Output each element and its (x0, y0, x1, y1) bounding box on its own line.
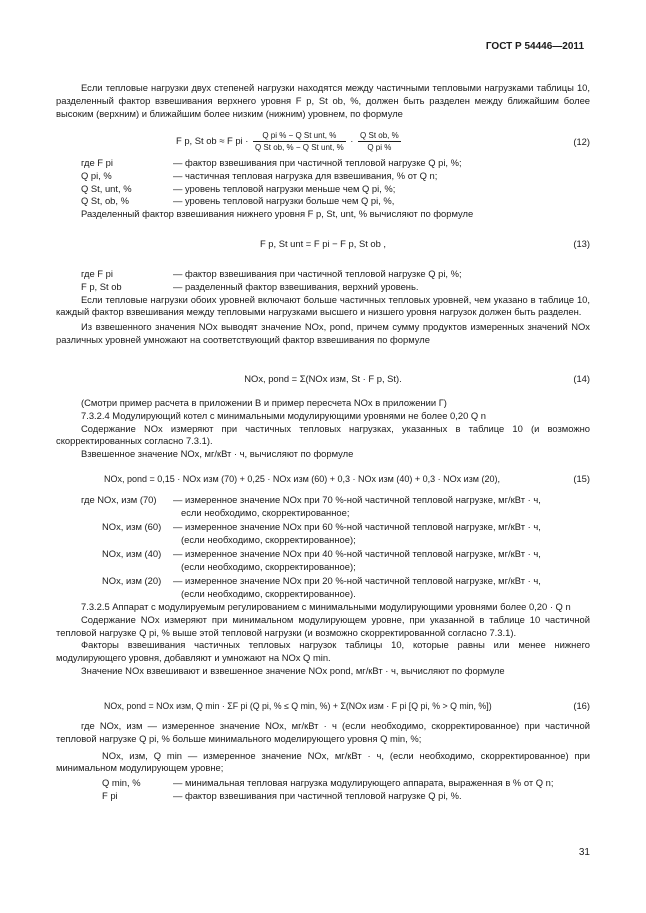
eq12-lhs: F p, St ob ≈ F pi · (176, 135, 249, 147)
equation-13 (56, 238, 590, 251)
section-7-3-2-4 (56, 397, 590, 461)
section-7-3-2-5 (56, 601, 590, 678)
where-16-list (56, 720, 590, 803)
paragraph-9: 7.3.2.5 Аппарат с модулируемым регулированием с минимальными модулирующими уровнями более 0,20 · Q n (81, 601, 571, 612)
definition-row (56, 268, 590, 281)
eq12-den2: Q pi % (367, 143, 392, 152)
where-13-list (56, 268, 590, 347)
page-number: 31 (578, 847, 590, 858)
eq12-fraction-2 (358, 130, 401, 153)
paragraph-3: Если тепловые нагрузки обоих уровней включают больше частичных тепловых уровней, чем указано в таблице 10, каждый фактор взвешивания между тепловыми нагрузками высшего и низшего уровня нагрузок должен быть разделен. (56, 293, 590, 318)
definition-row (56, 777, 590, 790)
def-term: NOx, изм (40) (102, 548, 162, 559)
def-desc: — измеренное значение NOx при 20 %-ной частичной тепловой нагрузке, мг/кВт · ч, (173, 575, 541, 586)
def-desc: — разделенный фактор взвешивания, верхний уровень. (173, 280, 419, 292)
where16-a: где NOx, изм — измеренное значение NOx, мг/кВт · ч (если необходимо, скорректированное) при частичной тепловой нагрузке Q pi, % больше минимального моделирующего уровня Q min, %; (56, 720, 590, 744)
paragraph-4: Из взвешенного значения NOx выводят значение NOx, pond, причем сумму продуктов измеренных значений NOx различных уровней умножают на соответствующий фактор взвешивания по формуле (56, 321, 590, 345)
def-term: где NOx, изм (70) (81, 494, 157, 505)
equation-12: F p, St ob ≈ F pi · $\frac{\text{Q pi \% − Q St unt, \%}}{\text{Q St ob, \% − Q St unt, \%}}$ · $\frac{\text{Q St ob, \%}}{\text{Q pi \%}}$ (12) (176, 131, 590, 152)
definition-row (56, 790, 590, 803)
def-desc-cont: если необходимо, скорректированное; (181, 506, 350, 518)
def-desc: — фактор взвешивания при частичной тепловой нагрузке Q pi, %; (173, 157, 462, 168)
def-term: Q pi, % (81, 169, 112, 181)
paragraph-2: Разделенный фактор взвешивания нижнего уровня F p, St, unt, % вычисляют по формуле (81, 208, 474, 220)
where-15-list (56, 494, 590, 602)
paragraph-5: (Смотри пример расчета в приложении В и пример пересчета NOx в приложении Г) (81, 397, 447, 408)
def-desc: — измеренное значение NOx при 60 %-ной частичной тепловой нагрузке, мг/кВт · ч, (173, 521, 541, 532)
paragraph-7: Содержание NOx измеряют при частичных тепловых нагрузках, указанных в таблице 10 (и возможно скорректированных согласно 7.3.1). (56, 422, 590, 447)
definition-row (56, 157, 590, 170)
eq12-num1: Q pi % − Q St unt, % (253, 130, 346, 142)
eq16-number: (16) (573, 700, 590, 711)
paragraph-11: Факторы взвешивания частичных тепловых нагрузок таблицы 10, которые равны или менее нижнего модулирующего уровня, добавляют и умножают на NOx Q min. (56, 639, 590, 664)
eq14-number: (14) (573, 373, 590, 384)
definition-row (56, 170, 590, 183)
eq13-text: F p, St unt = F pi − F p, St ob , (259, 238, 387, 249)
eq12-num2: Q St ob, % (360, 131, 399, 140)
eq14-text: NOx, pond = Σ(NOx изм, St · F p, St). (244, 373, 402, 384)
eq15-text: NOx, pond = 0,15 · NOx изм (70) + 0,25 · NOx изм (60) + 0,3 · NOx изм (40) + 0,3 · NOx изм (20), (104, 474, 500, 484)
def-desc: — уровень тепловой нагрузки меньше чем Q pi, %; (173, 182, 396, 194)
eq16-text: NOx, pond = NOx изм, Q min · ΣF pi (Q pi, % ≤ Q min, %) + Σ(NOx изм · F pi [Q pi, % > Q min, %]) (104, 701, 492, 711)
def-desc: — уровень тепловой нагрузки больше чем Q pi, %, (173, 195, 395, 207)
definition-row (56, 494, 590, 521)
def-desc-cont: (если необходимо, скорректированное); (181, 533, 356, 545)
def-desc-cont: (если необходимо, скорректированное); (181, 560, 356, 572)
def-term: где F pi (81, 157, 113, 168)
definition-row (56, 195, 590, 208)
paragraph-10: Содержание NOx измеряют при минимальном модулирующем уровне, при указанной в таблице 10 частичной тепловой нагрузке Q pi, % выше этой тепловой нагрузки (и возможно скорректированной согласно 7.3.1). (56, 613, 590, 638)
def-desc-cont: (если необходимо, скорректированное). (181, 587, 356, 599)
def-term: F pi (102, 789, 118, 801)
def-term: Q St, unt, % (81, 182, 132, 194)
def-term: Q min, % (102, 777, 141, 789)
definition-row (56, 575, 590, 602)
def-term: Q St, ob, % (81, 195, 129, 207)
document-header: ГОСТ Р 54446—2011 (485, 41, 584, 52)
def-desc: — измеренное значение NOx при 40 %-ной частичной тепловой нагрузке, мг/кВт · ч, (173, 548, 541, 559)
paragraph-12: Значение NOx взвешивают и взвешенное значение NOx pond, мг/кВт · ч, вычисляют по формуле (81, 664, 505, 676)
paragraph-1 (56, 82, 590, 120)
def-desc: — измеренное значение NOx при 70 %-ной частичной тепловой нагрузке, мг/кВт · ч, (173, 494, 541, 505)
def-term: NOx, изм (60) (102, 521, 162, 532)
paragraph-6: 7.3.2.4 Модулирующий котел с минимальными модулирующими уровнями не более 0,20 Q n (81, 409, 487, 421)
paragraph-8: Взвешенное значение NOx, мг/кВт · ч, вычисляют по формуле (81, 448, 354, 460)
eq13-number: (13) (573, 238, 590, 249)
def-term: F p, St ob (81, 280, 122, 292)
def-desc: — минимальная тепловая нагрузка модулирующего аппарата, выраженная в % от Q n; (173, 777, 554, 789)
eq15-number: (15) (573, 473, 590, 484)
eq12-den1: Q St ob, % − Q St unt, % (254, 143, 344, 152)
eq12-fraction-1 (253, 130, 346, 153)
def-term: NOx, изм (20) (102, 575, 162, 586)
definition-row (56, 281, 590, 294)
equation-14 (56, 373, 590, 386)
def-term: где F pi (81, 268, 113, 279)
where16-b: NOx, изм, Q min — измеренное значение NOx, мг/кВт · ч, (если необходимо, скорректированное) при минимальном модулирующем уровне; (56, 749, 590, 774)
definition-row (56, 548, 590, 575)
where-12-list (56, 157, 590, 221)
definition-row (56, 183, 590, 196)
paragraph-text: Если тепловые нагрузки двух степеней нагрузки находятся между частичными тепловыми нагрузками таблицы 10, разделенный фактор взвешивания верхнего уровня F p, St ob, %, должен быть разделен между ближайшим более высоким (верхним) и ближайшим более низким (нижним) уровнем, по формуле (56, 82, 590, 119)
def-desc: — фактор взвешивания при частичной тепловой нагрузке Q pi, %; (173, 268, 462, 279)
def-desc: — частичная тепловая нагрузка для взвешивания, % от Q n; (173, 169, 438, 181)
def-desc: — фактор взвешивания при частичной тепловой нагрузке Q pi, %. (173, 789, 462, 801)
eq12-number: (12) (573, 136, 590, 147)
definition-row (56, 521, 590, 548)
